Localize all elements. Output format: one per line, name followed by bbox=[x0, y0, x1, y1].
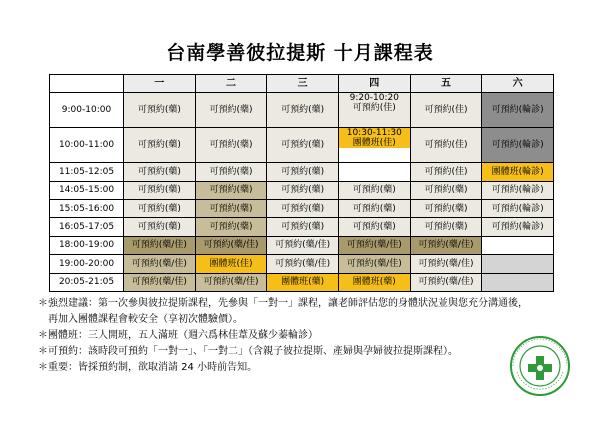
schedule-cell: 可預約(藥) bbox=[338, 200, 410, 218]
schedule-table bbox=[49, 74, 554, 292]
schedule-cell: 團體班(藥) bbox=[267, 273, 339, 291]
schedule-cell: 可預約(藥) bbox=[410, 200, 482, 218]
time-slot: 14:05-15:00 bbox=[50, 181, 124, 199]
schedule-cell: 可預約(藥/佳) bbox=[338, 255, 410, 273]
schedule-cell: 可預約(藥) bbox=[410, 181, 482, 199]
header-row bbox=[50, 75, 554, 93]
schedule-row bbox=[50, 200, 554, 218]
day-header: 二 bbox=[195, 75, 267, 93]
schedule-cell: 可預約(藥) bbox=[195, 163, 267, 181]
schedule-cell: 可預約(藥/佳) bbox=[124, 236, 196, 254]
schedule-cell: 團體班(藥) bbox=[338, 273, 410, 291]
schedule-cell: 可預約(佳) bbox=[410, 163, 482, 181]
schedule-row bbox=[50, 255, 554, 273]
day-header: 六 bbox=[482, 75, 554, 93]
schedule-cell: 可預約(藥/佳) bbox=[338, 236, 410, 254]
day-header: 三 bbox=[267, 75, 339, 93]
schedule-cell: 可預約(藥) bbox=[124, 128, 196, 163]
time-slot: 16:05-17:05 bbox=[50, 218, 124, 236]
schedule-cell bbox=[482, 255, 554, 273]
schedule-cell: 可預約(藥) bbox=[267, 93, 339, 128]
day-header: 四 bbox=[338, 75, 410, 93]
schedule-cell bbox=[338, 128, 410, 163]
schedule-cell: 可預約(佳) bbox=[410, 128, 482, 163]
schedule-cell: 可預約(藥/佳) bbox=[410, 273, 482, 291]
time-slot: 10:00-11:00 bbox=[50, 128, 124, 163]
schedule-row bbox=[50, 93, 554, 128]
time-slot: 9:00-10:00 bbox=[50, 93, 124, 128]
schedule-cell: 可預約(輪診) bbox=[482, 93, 554, 128]
cell-time-range: 9:20-10:20 bbox=[349, 93, 399, 103]
schedule-cell: 可預約(藥) bbox=[338, 218, 410, 236]
schedule-cell: 可預約(藥/佳) bbox=[124, 255, 196, 273]
note-line: ＊強烈建議：第一次參與彼拉提斯課程，先參與「一對一」課程，讓老師評估您的身體狀況並與您充分溝通後， bbox=[38, 298, 528, 309]
note-line: ＊團體班：三人開班，五人滿班（週六爲林佳葦及蘇少蓁輪診） bbox=[38, 330, 318, 341]
schedule-cell bbox=[338, 163, 410, 181]
schedule-cell: 可預約(藥) bbox=[124, 200, 196, 218]
note-line: 再加入團體課程會較安全（享初次體驗價）。 bbox=[48, 314, 243, 325]
day-header: 五 bbox=[410, 75, 482, 93]
note-line: ＊可預約：該時段可預約「一對一」、「一對二」（含親子彼拉提斯、產婦與孕婦彼拉提斯課程）。 bbox=[38, 346, 458, 357]
schedule-cell: 可預約(藥) bbox=[195, 181, 267, 199]
clinic-seal-icon bbox=[508, 334, 572, 398]
schedule-row bbox=[50, 128, 554, 163]
schedule-cell: 團體班(輪診) bbox=[482, 163, 554, 181]
schedule-cell: 可預約(藥) bbox=[267, 163, 339, 181]
schedule-cell: 可預約(藥) bbox=[124, 218, 196, 236]
schedule-cell: 可預約(藥/佳) bbox=[267, 236, 339, 254]
header-corner bbox=[50, 75, 124, 93]
schedule-cell: 可預約(藥) bbox=[267, 218, 339, 236]
time-slot: 20:05-21:05 bbox=[50, 273, 124, 291]
schedule-cell: 可預約(藥) bbox=[267, 200, 339, 218]
time-slot: 19:00-20:00 bbox=[50, 255, 124, 273]
schedule-cell: 可預約(藥) bbox=[267, 128, 339, 163]
schedule-cell: 可預約(藥) bbox=[195, 93, 267, 128]
cell-time-range: 10:30-11:30 bbox=[339, 128, 410, 138]
schedule-cell: 可預約(藥) bbox=[410, 218, 482, 236]
schedule-cell: 可預約(藥/佳) bbox=[267, 255, 339, 273]
schedule-cell: 可預約(藥/佳) bbox=[124, 273, 196, 291]
cell-label: 可預約(佳) bbox=[352, 103, 396, 113]
schedule-row bbox=[50, 163, 554, 181]
schedule-cell: 可預約(輪診) bbox=[482, 200, 554, 218]
time-slot: 15:05-16:00 bbox=[50, 200, 124, 218]
schedule-cell: 可預約(輪診) bbox=[482, 128, 554, 163]
schedule-row bbox=[50, 236, 554, 254]
schedule-row bbox=[50, 218, 554, 236]
time-slot: 18:00-19:00 bbox=[50, 236, 124, 254]
schedule-cell: 可預約(藥/佳) bbox=[195, 236, 267, 254]
schedule-cell: 團體班(佳) bbox=[195, 255, 267, 273]
schedule-cell: 可預約(藥) bbox=[338, 181, 410, 199]
day-header: 一 bbox=[124, 75, 196, 93]
schedule-cell: 可預約(輪診) bbox=[482, 218, 554, 236]
schedule-cell bbox=[338, 93, 410, 128]
schedule-cell bbox=[482, 273, 554, 291]
schedule-cell: 可預約(藥) bbox=[124, 181, 196, 199]
schedule-cell: 可預約(佳) bbox=[410, 93, 482, 128]
schedule-row bbox=[50, 181, 554, 199]
schedule-cell: 可預約(輪診) bbox=[482, 181, 554, 199]
schedule-row bbox=[50, 273, 554, 291]
note-line: ＊重要：皆採預約制，欲取消請 24 小時前告知。 bbox=[38, 362, 258, 373]
schedule-cell: 可預約(藥) bbox=[267, 181, 339, 199]
notes-section bbox=[38, 296, 578, 376]
schedule-cell: 可預約(藥) bbox=[124, 93, 196, 128]
schedule-cell: 可預約(藥) bbox=[124, 163, 196, 181]
schedule-cell bbox=[482, 236, 554, 254]
schedule-cell: 可預約(藥/佳) bbox=[410, 255, 482, 273]
schedule-cell: 可預約(藥) bbox=[195, 218, 267, 236]
schedule-cell: 可預約(藥/佳) bbox=[195, 273, 267, 291]
schedule-cell: 可預約(藥) bbox=[195, 200, 267, 218]
cell-label: 團體班(佳) bbox=[339, 138, 410, 148]
time-slot: 11:05-12:05 bbox=[50, 163, 124, 181]
page-title: 台南學善彼拉提斯 十月課程表 bbox=[166, 42, 434, 64]
schedule-cell: 可預約(藥) bbox=[195, 128, 267, 163]
schedule-cell: 可預約(藥/佳) bbox=[410, 236, 482, 254]
